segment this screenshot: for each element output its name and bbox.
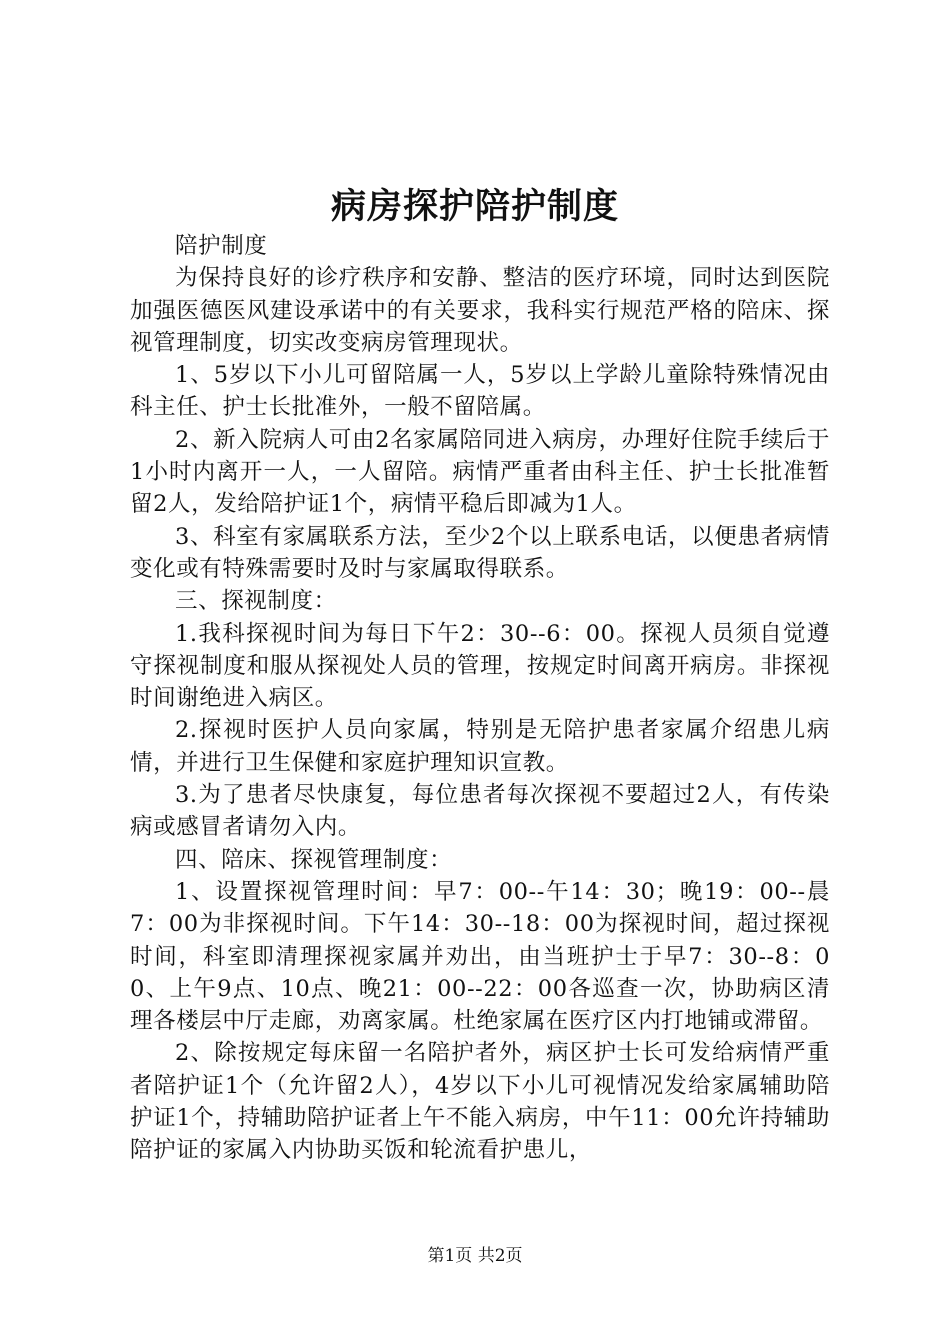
paragraph-manage-2: 2、除按规定每床留一名陪护者外，病区护士长可发给病情严重者陪护证1个（允许留2人），4岁以下小儿可视情况发给家属辅助陪护证1个，持辅助陪护证者上午不能入病房，中午11：00允许持辅助陪护证的家属入内协助买饭和轮流看护患儿， — [130, 1040, 830, 1164]
page-number: 第1页 共2页 — [427, 1246, 523, 1266]
section-heading-management: 四、陪床、探视管理制度： — [175, 846, 453, 873]
paragraph-visit-3: 3.为了患者尽快康复，每位患者每次探视不要超过2人，有传染病或感冒者请勿入内。 — [130, 782, 830, 841]
paragraph-intro: 为保持良好的诊疗秩序和安静、整洁的医疗环境，同时达到医院加强医德医风建设承诺中的有关要求，我科实行规范严格的陪床、探视管理制度，切实改变病房管理现状。 — [130, 265, 830, 356]
paragraph-rule-1: 1、5岁以下小儿可留陪属一人，5岁以上学龄儿童除特殊情况由科主任、护士长批准外，一般不留陪属。 — [130, 362, 830, 421]
paragraph-manage-1: 1、设置探视管理时间：早7：00--午14：30；晚19：00--晨7：00为非探视时间。下午14：30--18：00为探视时间，超过探视时间，科室即清理探视家属并劝出，由当班护士于早7：30--8：00、上午9点、10点、晚21：00--22：00各巡查一次，协助病区清理各楼层中厅走廊，劝离家属。杜绝家属在医疗区内打地铺或滞留。 — [130, 878, 830, 1035]
paragraph-rule-2: 2、新入院病人可由2名家属陪同进入病房，办理好住院手续后于1小时内离开一人，一人留陪。病情严重者由科主任、护士长批准暂留2人，发给陪护证1个，病情平稳后即减为1人。 — [130, 426, 830, 518]
section-heading-accompany: 陪护制度 — [175, 233, 268, 259]
paragraph-visit-1: 1.我科探视时间为每日下午2：30--6：00。探视人员须自觉遵守探视制度和服从探视处人员的管理，按规定时间离开病房。非探视时间谢绝进入病区。 — [130, 620, 830, 712]
paragraph-rule-3: 3、科室有家属联系方法，至少2个以上联系电话，以便患者病情变化或有特殊需要时及时与家属取得联系。 — [130, 523, 830, 582]
document-body — [130, 230, 830, 1167]
section-heading-visiting: 三、探视制度： — [175, 588, 337, 615]
paragraph-visit-2: 2.探视时医护人员向家属，特别是无陪护患者家属介绍患儿病情，并进行卫生保健和家庭护理知识宣教。 — [130, 717, 830, 776]
document-title: 病房探护陪护制度 — [330, 186, 619, 227]
